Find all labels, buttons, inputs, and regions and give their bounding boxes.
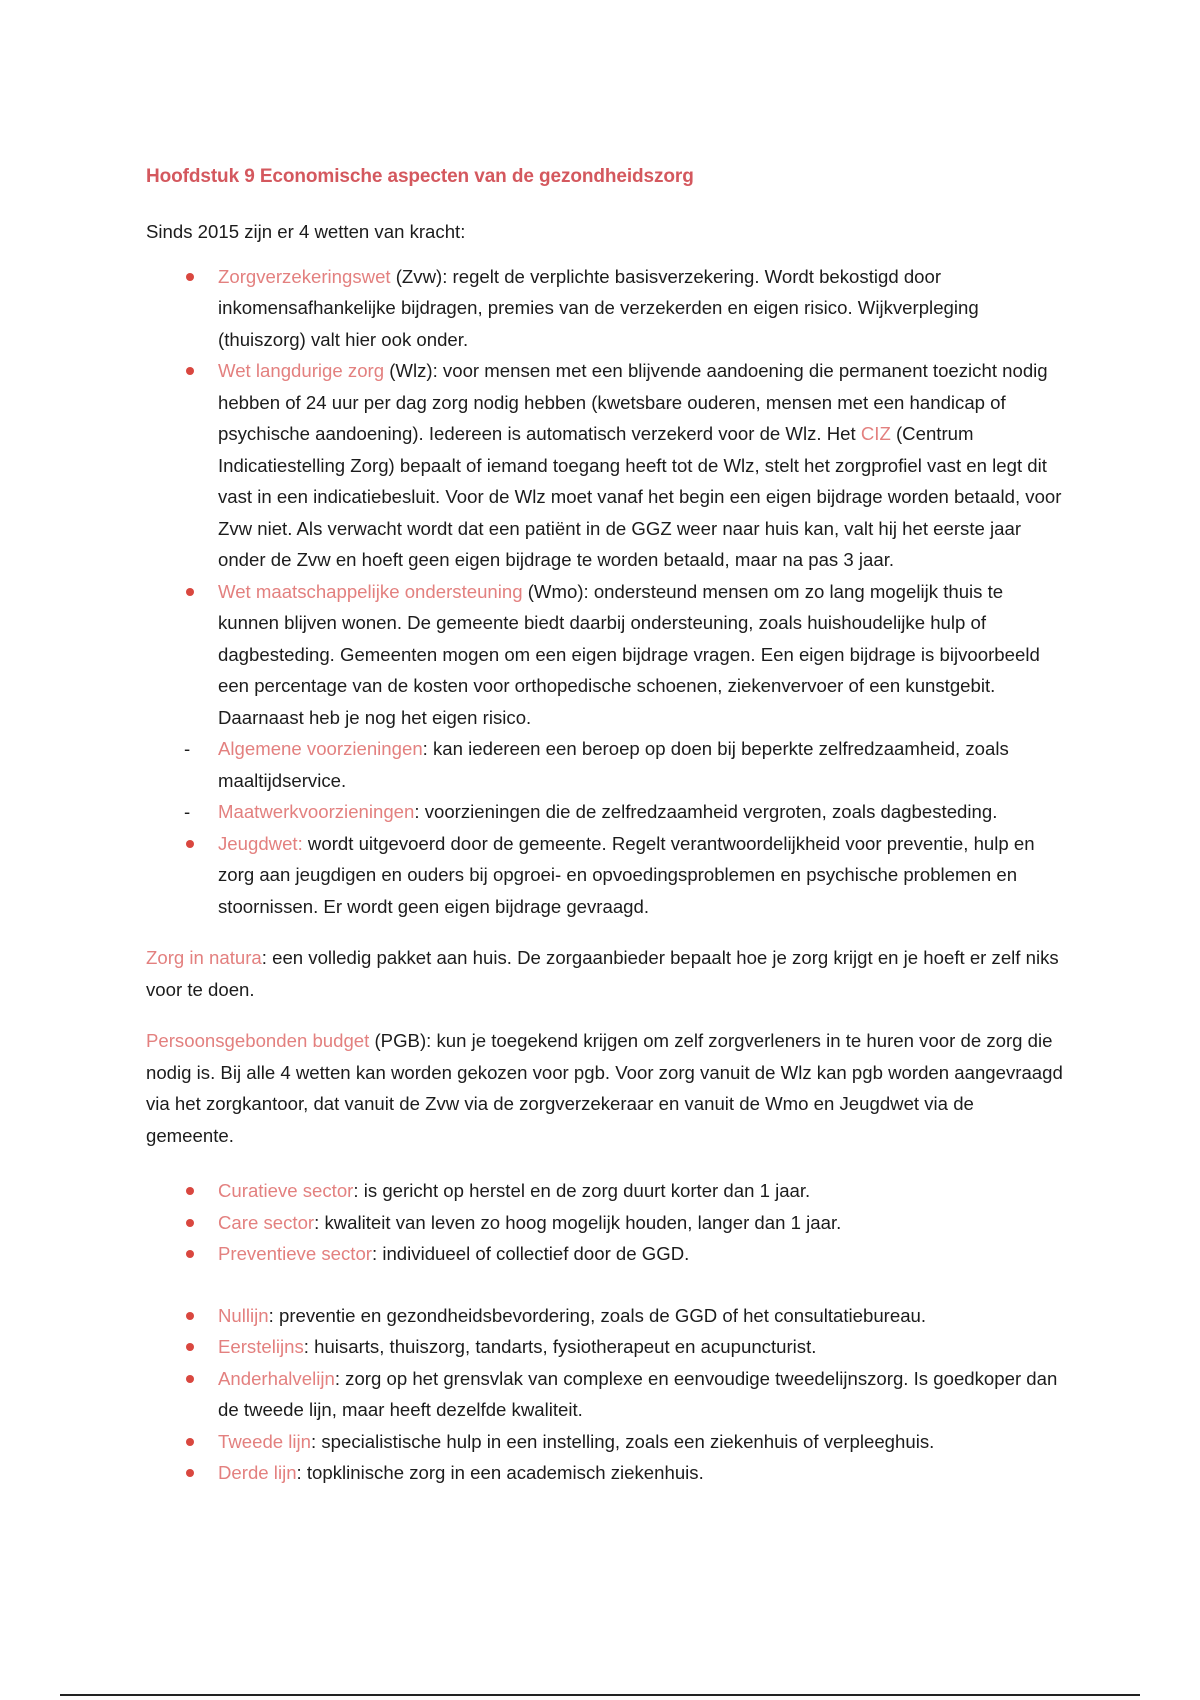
- highlight-term: CIZ: [860, 423, 891, 444]
- dash-marker: -: [184, 801, 191, 822]
- item-text: : voorzieningen die de zelfredzaamheid vergroten, zoals dagbesteding.: [414, 801, 998, 822]
- term: Zorgverzekeringswet: [218, 265, 391, 287]
- chapter-heading: Hoofdstuk 9 Economische aspecten van de gezondheidszorg: [146, 166, 694, 187]
- item-text: : kwaliteit van leven zo hoog mogelijk houden, langer dan 1 jaar.: [314, 1211, 842, 1233]
- bullet-icon: [186, 1312, 194, 1320]
- bullet-icon: [186, 273, 194, 281]
- list-item: [146, 1175, 1066, 1207]
- document-page: [146, 166, 1066, 1509]
- item-text: (Zvw): regelt de verplichte basisverzekering. Wordt bekostigd door inkomensafhankelijke bijdragen, premies van de verzekerden en eigen risico. Wijkverpleging (thuiszorg) valt hier ook onder.: [218, 265, 979, 350]
- item-text: : individueel of collectief door de GGD.: [372, 1243, 690, 1264]
- term: Jeugdwet:: [218, 832, 303, 854]
- bullet-icon: [186, 367, 194, 375]
- term: Nullijn: [218, 1304, 269, 1326]
- sectors-list: [146, 1175, 1066, 1270]
- list-item: [146, 1207, 1066, 1239]
- footer-divider: [60, 1694, 1140, 1696]
- bullet-icon: [186, 1250, 194, 1258]
- term: Derde lijn: [218, 1462, 297, 1483]
- intro-text: Sinds 2015 zijn er 4 wetten van kracht:: [146, 221, 466, 242]
- term: Wet langdurige zorg: [218, 360, 385, 381]
- list-item: [146, 828, 1066, 923]
- term: Tweede lijn: [218, 1430, 312, 1452]
- item-text: wordt uitgevoerd door de gemeente. Regelt verantwoordelijkheid voor preventie, hulp en zorg aan jeugdigen en ouders bij opgroei- en opvoedingsproblemen en psychische problemen en stoornissen. Er wordt geen eigen bijdrage gevraagd.: [218, 832, 1035, 917]
- bullet-icon: [186, 1343, 194, 1351]
- list-item: [146, 1363, 1066, 1426]
- list-item: [146, 576, 1066, 734]
- term: Wet maatschappelijke ondersteuning: [218, 580, 523, 602]
- dash-marker: -: [184, 738, 191, 759]
- bullet-icon: [186, 1469, 194, 1477]
- list-item: [146, 1426, 1066, 1458]
- term: Zorg in natura: [146, 947, 262, 968]
- item-text: (Centrum Indicatiestelling Zorg) bepaalt of iemand toegang heeft tot de Wlz, stelt het zorgprofiel vast en legt dit vast in een indicatiebesluit. Voor de Wlz moet vanaf het begin een eigen bijdrage worden betaald, voor Zvw niet. Als verwacht wordt dat een patiënt in de GGZ weer naar huis kan, valt hij het eerste jaar onder de Zvw en hoeft geen eigen bijdrage te worden betaald, maar na pas 3 jaar.: [218, 423, 1062, 570]
- bullet-icon: [186, 1375, 194, 1383]
- list-item: [146, 261, 1066, 356]
- bullet-icon: [186, 588, 194, 596]
- bullet-icon: [186, 840, 194, 848]
- term: Care sector: [218, 1211, 315, 1233]
- paragraph-text: (PGB): kun je toegekend krijgen om zelf zorgverleners in te huren voor de zorg die nodig is. Bij alle 4 wetten kan worden gekozen voor pgb. Voor zorg vanuit de Wlz kan pgb worden aangevraagd via het zorgkantoor, dat vanuit de Zvw via de zorgverzekeraar en vanuit de Wmo en Jeugdwet via de gemeente.: [146, 1030, 1063, 1146]
- bullet-icon: [186, 1187, 194, 1195]
- item-text: : preventie en gezondheidsbevordering, zoals de GGD of het consultatiebureau.: [268, 1304, 927, 1326]
- bullet-icon: [186, 1438, 194, 1446]
- bullet-icon: [186, 1219, 194, 1227]
- item-text: : huisarts, thuiszorg, tandarts, fysiotherapeut en acupuncturist.: [303, 1336, 817, 1357]
- list-item: [146, 1331, 1066, 1363]
- list-item: [146, 355, 1066, 576]
- care-lines-list: [146, 1300, 1066, 1489]
- item-text: : specialistische hulp in een instelling, zoals een ziekenhuis of verpleeghuis.: [311, 1430, 935, 1452]
- term: Anderhalvelijn: [218, 1367, 335, 1389]
- list-item: [146, 796, 1066, 828]
- list-item: [146, 1238, 1066, 1270]
- term: Maatwerkvoorzieningen: [218, 801, 415, 822]
- list-item: [146, 733, 1066, 796]
- term: Persoonsgebonden budget: [146, 1030, 370, 1051]
- item-text: : is gericht op herstel en de zorg duurt korter dan 1 jaar.: [353, 1180, 811, 1201]
- item-text: : zorg op het grensvlak van complexe en eenvoudige tweedelijnszorg. Is goedkoper dan de tweede lijn, maar heeft dezelfde kwaliteit.: [218, 1367, 1058, 1420]
- item-text: : kan iedereen een beroep op doen bij beperkte zelfredzaamheid, zoals maaltijdservice.: [218, 738, 1009, 791]
- item-text: : topklinische zorg in een academisch ziekenhuis.: [296, 1462, 704, 1483]
- term: Curatieve sector: [218, 1180, 354, 1201]
- term: Eerstelijns: [218, 1336, 304, 1357]
- term: Algemene voorzieningen: [218, 738, 423, 759]
- natura-paragraph: [146, 942, 1066, 1005]
- paragraph-text: : een volledig pakket aan huis. De zorgaanbieder bepaalt hoe je zorg krijgt en je hoeft er zelf niks voor te doen.: [146, 947, 1059, 1000]
- term: Preventieve sector: [218, 1243, 372, 1264]
- laws-list: [146, 261, 1066, 923]
- pgb-paragraph: [146, 1025, 1066, 1151]
- item-text: (Wmo): ondersteund mensen om zo lang mogelijk thuis te kunnen blijven wonen. De gemeente biedt daarbij ondersteuning, zoals huishoudelijke hulp of dagbesteding. Gemeenten mogen om een eigen bijdrage vragen. Een eigen bijdrage is bijvoorbeeld een percentage van de kosten voor orthopedische schoenen, ziekenvervoer of een kunstgebit. Daarnaast heb je nog het eigen risico.: [218, 580, 1040, 728]
- list-item: [146, 1457, 1066, 1489]
- item-text: (Wlz): voor mensen met een blijvende aandoening die permanent toezicht nodig hebben of 24 uur per dag zorg nodig hebben (kwetsbare ouderen, mensen met een handicap of psychische aandoening). Iedereen is automatisch verzekerd voor de Wlz. Het: [218, 360, 1048, 444]
- list-item: [146, 1300, 1066, 1332]
